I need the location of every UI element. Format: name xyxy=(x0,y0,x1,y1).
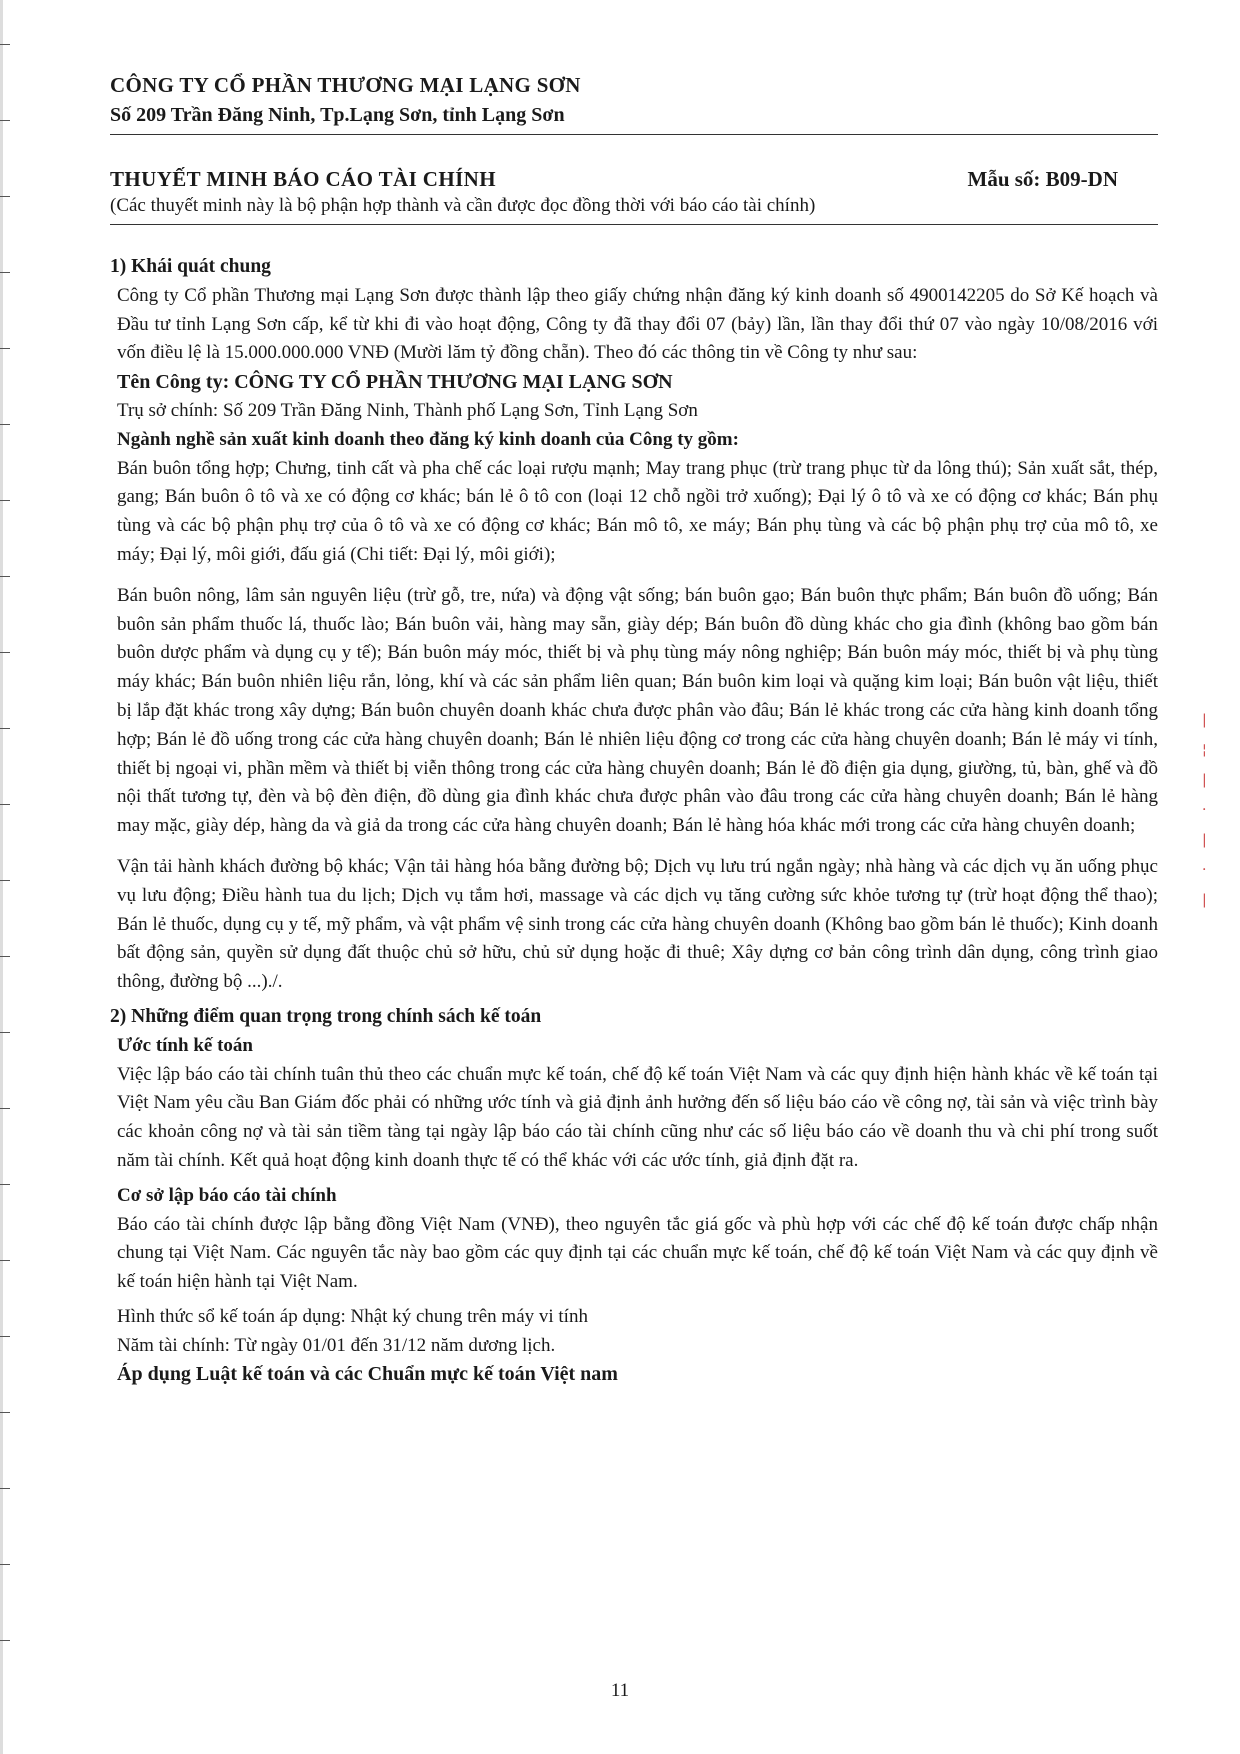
margin-tick xyxy=(0,120,10,121)
margin-tick xyxy=(0,804,10,805)
scan-left-edge xyxy=(0,0,3,1754)
margin-tick xyxy=(0,196,10,197)
business-lines-heading: Ngành nghề sản xuất kinh doanh theo đăng ký kinh doanh của Công ty gồm: xyxy=(117,428,739,450)
estimates-text: Việc lập báo cáo tài chính tuân thủ theo các chuẩn mực kế toán, chế độ kế toán Việt Nam và các quy định hiện hành khác về kế toán tại Việt Nam yêu cầu Ban Giám đốc phải có những ước tính và giả định ảnh hưởng đến số liệu báo cáo về công nợ, tài sản và việc trình bày các khoản công nợ và tài sản tiềm tàng tại ngày lập báo cáo tài chính cũng như các số liệu báo cáo về doanh thu và chi phí trong suốt năm tài chính. Kết quả hoạt động kinh doanh thực tế có thể khác với các ước tính, giả định đặt ra. xyxy=(117,1063,1158,1171)
margin-tick xyxy=(0,1260,10,1261)
margin-tick xyxy=(0,1108,10,1109)
document-subtitle: (Các thuyết minh này là bộ phận hợp thành và cần được đọc đồng thời với báo cáo tài chính) xyxy=(110,195,816,216)
margin-tick xyxy=(0,500,10,501)
margin-tick xyxy=(0,1412,10,1413)
business-lines-para-3: Vận tải hành khách đường bộ khác; Vận tải hàng hóa bằng đường bộ; Dịch vụ lưu trú ngắn ngày; nhà hàng và các dịch vụ ăn uống phục vụ lưu động; Điều hành tua du lịch; Dịch vụ tắm hơi, massage và các dịch vụ tăng cường sức khỏe tương tự (trừ hoạt động thể thao); Bán lẻ thuốc, dụng cụ y tế, mỹ phẩm, và vật phẩm vệ sinh trong các cửa hàng chuyên doanh (Không bao gồm bán lẻ thuốc); Kinh doanh bất động sản, quyền sử dụng đất thuộc chủ sở hữu, chủ sử dụng hoặc đi thuê; Xây dựng cơ bản công trình dân dụng, công trình giao thông, đường bộ ...)./. xyxy=(117,855,1158,993)
business-lines-para-2: Bán buôn nông, lâm sản nguyên liệu (trừ gỗ, tre, nứa) và động vật sống; bán buôn gạo; Bán buôn thực phẩm; Bán buôn đồ uống; Bán buôn sản phẩm thuốc lá, thuốc lào; Bán buôn vải, hàng may sẵn, giày dép; Bán buôn đồ dùng khác cho gia đình (không bao gồm bán buôn dược phẩm và dụng cụ y tế); Bán buôn máy móc, thiết bị và phụ tùng máy nông nghiệp; Bán buôn máy móc, thiết bị và phụ tùng máy khác; Bán buôn nhiên liệu rắn, lỏng, khí và các sản phẩm liên quan; Bán buôn kim loại và quặng kim loại; Bán buôn vật liệu, thiết bị lắp đặt khác trong xây dựng; Bán buôn chuyên doanh khác chưa được phân vào đâu; Bán lẻ khác trong các cửa hàng kinh doanh tổng hợp; Bán lẻ đồ uống trong các cửa hàng chuyên doanh; Bán lẻ nhiên liệu động cơ trong các cửa hàng chuyên doanh; Bán lẻ máy vi tính, thiết bị ngoại vi, phần mềm và thiết bị viễn thông trong các cửa hàng chuyên doanh; Bán lẻ đồ điện gia dụng, giường, tủ, bàn, ghế và đồ nội thất tương tự, đèn và bộ đèn điện, đồ dùng gia đình khác chưa được phân vào đâu trong các cửa hàng chuyên doanh; Bán lẻ hàng may mặc, giày dép, hàng da và giả da trong các cửa hàng chuyên doanh; Bán lẻ hàng hóa khác mới trong các cửa hàng chuyên doanh; xyxy=(117,584,1158,837)
document-page xyxy=(110,70,1158,1389)
business-lines-para-1: Bán buôn tổng hợp; Chưng, tinh cất và pha chế các loại rượu mạnh; May trang phục (trừ trang phục từ da lông thú); Sản xuất sắt, thép, gang; Bán buôn ô tô và xe có động cơ khác; bán lẻ ô tô con (loại 12 chỗ ngồi trở xuống); Đại lý ô tô và xe có động cơ khác; Bán phụ tùng và các bộ phận phụ trợ của ô tô và xe có động cơ khác; Bán mô tô, xe máy; Bán phụ tùng và các bộ phận phụ trợ của mô tô, xe máy; Đại lý, môi giới, đấu giá (Chi tiết: Đại lý, môi giới); xyxy=(117,457,1158,565)
bookkeeping-line: Hình thức sổ kế toán áp dụng: Nhật ký chung trên máy vi tính xyxy=(117,1305,588,1327)
margin-tick xyxy=(0,1564,10,1565)
header-rule xyxy=(110,134,1158,135)
margin-tick xyxy=(0,272,10,273)
margin-tick xyxy=(0,1184,10,1185)
basis-heading: Cơ sở lập báo cáo tài chính xyxy=(117,1184,337,1206)
margin-tick xyxy=(0,1488,10,1489)
margin-tick xyxy=(0,652,10,653)
margin-tick xyxy=(0,1336,10,1337)
company-name-header: CÔNG TY CỔ PHẦN THƯƠNG MẠI LẠNG SƠN xyxy=(110,73,581,97)
margin-tick xyxy=(0,728,10,729)
page-number: 11 xyxy=(610,1680,630,1701)
standards-heading: Áp dụng Luật kế toán và các Chuẩn mực kế toán Việt nam xyxy=(117,1363,618,1386)
document-body xyxy=(110,253,1158,1389)
margin-tick xyxy=(0,44,10,45)
stamp-bleed-marks: | ¦ | · | · | xyxy=(1202,712,1207,908)
form-number: Mẫu số: B09-DN xyxy=(967,167,1118,191)
margin-tick xyxy=(0,1032,10,1033)
title-row xyxy=(110,167,1158,192)
estimates-heading: Ước tính kế toán xyxy=(117,1034,253,1056)
margin-tick xyxy=(0,576,10,577)
margin-tick xyxy=(0,1640,10,1641)
company-address-header: Số 209 Trần Đăng Ninh, Tp.Lạng Sơn, tỉnh Lạng Sơn xyxy=(110,104,565,126)
head-office-line: Trụ sở chính: Số 209 Trần Đăng Ninh, Thành phố Lạng Sơn, Tỉnh Lạng Sơn xyxy=(117,399,698,421)
fiscal-year-line: Năm tài chính: Từ ngày 01/01 đến 31/12 năm dương lịch. xyxy=(117,1334,556,1356)
margin-tick xyxy=(0,880,10,881)
section2-heading: 2) Những điểm quan trọng trong chính sách kế toán xyxy=(110,1005,542,1027)
section1-intro: Công ty Cổ phần Thương mại Lạng Sơn được thành lập theo giấy chứng nhận đăng ký kinh doanh số 4900142205 do Sở Kế hoạch và Đầu tư tỉnh Lạng Sơn cấp, kể từ khi đi vào hoạt động, Công ty đã thay đổi 07 (bảy) lần, lần thay đổi thứ 07 vào ngày 10/08/2016 với vốn điều lệ là 15.000.000.000 VNĐ (Mười lăm tỷ đồng chẵn). Theo đó các thông tin về Công ty như sau: xyxy=(117,284,1158,364)
margin-tick xyxy=(0,348,10,349)
basis-text: Báo cáo tài chính được lập bằng đồng Việt Nam (VNĐ), theo nguyên tắc giá gốc và phù hợp với các chế độ kế toán được chấp nhận chung tại Việt Nam. Các nguyên tắc này bao gồm các quy định tại các chuẩn mực kế toán, chế độ kế toán Việt Nam và các quy định về kế toán hiện hành tại Việt Nam. xyxy=(117,1213,1158,1293)
company-name-line: Tên Công ty: CÔNG TY CỔ PHẦN THƯƠNG MẠI LẠNG SƠN xyxy=(117,371,673,394)
document-title: THUYẾT MINH BÁO CÁO TÀI CHÍNH xyxy=(110,167,496,191)
section1-heading: 1) Khái quát chung xyxy=(110,256,271,277)
margin-tick xyxy=(0,424,10,425)
title-rule xyxy=(110,224,1158,225)
margin-tick xyxy=(0,956,10,957)
